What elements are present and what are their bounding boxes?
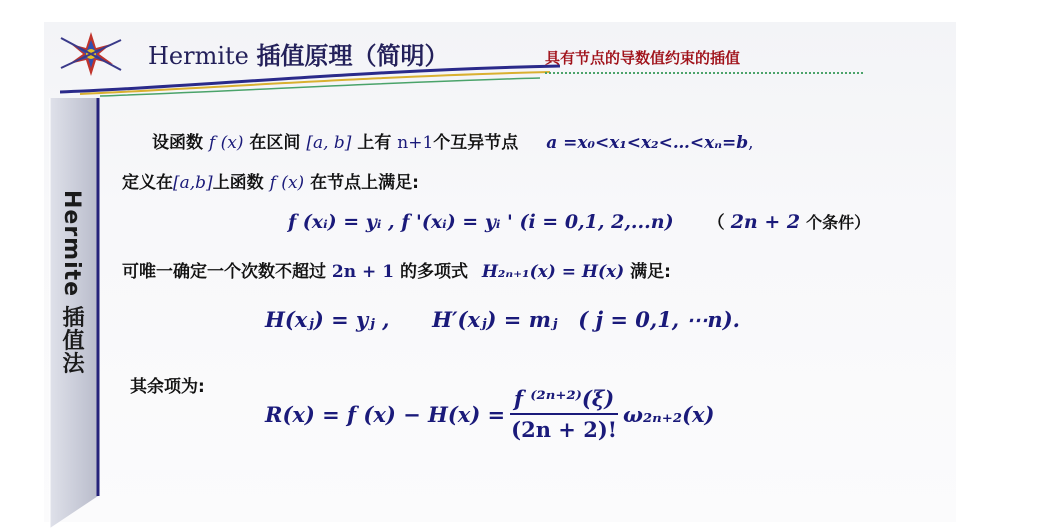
remainder-label: 其余项为: xyxy=(130,377,205,397)
body-line-1: 设函数 f (x) 在区间 [a, b] 上有 n+1个互异节点 a =x₀<x₁<x₂<…<xₙ=b, xyxy=(152,133,754,153)
page-subtitle: 具有节点的导数值约束的插值 xyxy=(545,49,741,67)
title-cn: 插值原理（简明） xyxy=(256,42,449,70)
title-en: Hermite xyxy=(148,42,249,70)
body-line-2: 定义在[a,b]上函数 f (x) 在节点上满足: xyxy=(122,173,419,193)
nodes-expression: a =x₀<x₁<x₂<…<xₙ=b xyxy=(546,133,749,153)
remainder-fraction: $\frac{\text{f ⁽²ⁿ⁺²⁾(ξ)}}{(2n + 2)!}$ xyxy=(511,386,617,442)
page-title xyxy=(148,36,449,71)
equation-remainder: R(x) = f (x) − H(x) = $\frac{\text{f ⁽²ⁿ⁺²⁾(ξ)}}{(2n + 2)!}$ ω₂ₙ₊₂(x) xyxy=(265,386,715,442)
subtitle-dotted-rule xyxy=(545,72,863,74)
equation-conditions: f (xᵢ) = yᵢ , f '(xᵢ) = yᵢ ' (i = 0,1, 2,...n) （ 2n + 2 个条件） xyxy=(288,211,871,233)
body-line-3: 可唯一确定一个次数不超过 2n + 1 的多项式 H₂ₙ₊₁(x) = H(x) 满足: xyxy=(122,262,671,282)
sidebar-label: Hermite 插值法 xyxy=(59,190,84,375)
equation-interpolation: H(xⱼ) = yⱼ , H′(xⱼ) = mⱼ ( j = 0,1, ⋯n). xyxy=(265,307,740,332)
